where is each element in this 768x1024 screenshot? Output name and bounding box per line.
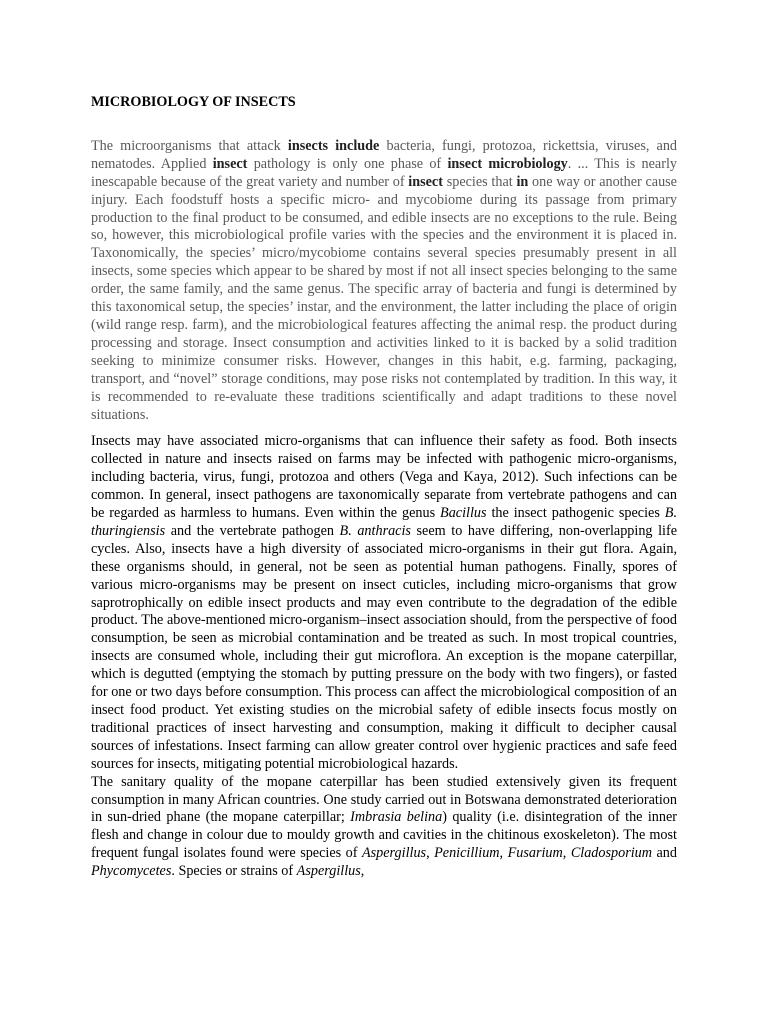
paragraph-intro — [91, 138, 677, 425]
text-run: . Species or strains of — [171, 863, 297, 880]
text-run: Bacillus — [440, 505, 487, 522]
text-run: Imbrasia belina — [350, 809, 443, 826]
text-run: bacteria, fungi, protozoa, rickettsia, viruses, and nematodes. Applied — [91, 137, 678, 172]
text-run: B. anthracis — [339, 522, 411, 539]
text-run: Insects may have associated micro-organisms that can influence their safety as food. Both insects collected in nature and insects raised on farms may be infected with pathogenic micro-organisms, including bacteria, virus, fungi, protozoa and others (Vega and Kaya, 2012). Such infections can be common. In general, insect pathogens are taxonomically separate from vertebrate pathogens and can be regarded as harmless to humans. Even within the genus — [91, 433, 677, 522]
document-title: MICROBIOLOGY OF INSECTS — [91, 94, 296, 110]
text-run: , — [426, 845, 435, 862]
text-run: , — [562, 845, 571, 862]
text-run: one way or another cause injury. Each foodstuff hosts a specific micro- and mycobiome during its passage from primary production to the final product to be consumed, and edible insects are no exceptions to the rule. Being so, however, this microbiological profile varies with the species and the environment it is placed in. Taxonomically, the species’ micro/mycobiome contains several species presumably present in all insects, some species which appear to be shared by most if not all insect species belonging to the same order, the same family, and the same genus. The specific array of bacteria and fungi is determined by this taxonomical setup, the species’ instar, and the environment, the latter including the place of origin (wild range resp. farm), and the microbiological features affecting the animal resp. the product during processing and storage. Insect consumption and activities linked to it is backed by a solid tradition seeking to minimize consumer risks. However, changes in this habit, e.g. farming, packaging, transport, and “novel” storage conditions, may pose risks not contemplated by tradition. In this way, it is recommended to re-evaluate these traditions scientifically and adapt traditions to these novel situations. — [91, 173, 677, 423]
text-run: Aspergillus — [296, 863, 361, 880]
text-run: in — [516, 173, 529, 190]
text-run: the insect pathogenic species — [486, 505, 665, 522]
document-page — [91, 94, 677, 881]
text-run: insect — [408, 173, 443, 190]
text-run: . ... This is nearly inescapable because of the great variety and number of — [91, 155, 677, 190]
text-run: , — [499, 845, 508, 862]
text-run: insect — [212, 155, 248, 172]
text-run: and — [652, 845, 677, 862]
text-run: The sanitary quality of the mopane caterpillar has been studied extensively given its frequent consumption in many African countries. One study carried out in Botswana demonstrated deterioration in sun-dried phane (the mopane caterpillar; — [91, 773, 677, 826]
text-run: species that — [442, 173, 517, 190]
text-run: The microorganisms that attack — [91, 137, 288, 154]
text-run: insect microbiology — [447, 155, 568, 172]
text-run: Cladosporium — [570, 845, 653, 862]
paragraph-mopane — [91, 774, 677, 881]
text-run: Aspergillus — [361, 845, 427, 862]
text-run: ) quality (i.e. disintegration of the inner flesh and change in colour due to mouldy growth and cavities in the chitinous exoskeleton). The most frequent fungal isolates found were species of — [91, 809, 677, 862]
text-run: pathology is only one phase of — [247, 155, 448, 172]
text-run: and the vertebrate pathogen — [165, 522, 340, 539]
text-run: B. thuringiensis — [91, 505, 677, 539]
text-run: insects include — [287, 137, 380, 154]
text-run: , — [360, 863, 365, 880]
text-run: seem to have differing, non-overlapping life cycles. Also, insects have a high diversity of associated micro-organisms in their gut flora. Again, these organisms should, in general, not be seen as potential human pathogens. Finally, spores of various micro-organisms may be present on insect cuticles, including micro-organisms that grow saprotrophically on edible insect products and may even contribute to the degradation of the edible product. The above-mentioned micro-organism–insect association should, from the perspective of food consumption, be seen as microbial contamination and be treated as such. In most tropical countries, insects are consumed whole, including their gut microflora. An exception is the mopane caterpillar, which is degutted (emptying the stomach by putting pressure on the body with two fingers), or fasted for one or two days before consumption. This process can affect the microbiological composition of an insect food product. Yet existing studies on the microbial safety of edible insects focus mostly on traditional practices of insect harvesting and consumption, making it difficult to decipher causal sources of infestations. Insect farming can allow greater control over hygienic practices and safe feed sources for insects, mitigating potential microbiological hazards. — [91, 522, 678, 772]
text-run: Penicillium — [434, 845, 500, 862]
paragraph-safety — [91, 433, 677, 773]
text-run: Phycomycetes — [91, 863, 172, 880]
text-run: Fusarium — [507, 845, 563, 862]
